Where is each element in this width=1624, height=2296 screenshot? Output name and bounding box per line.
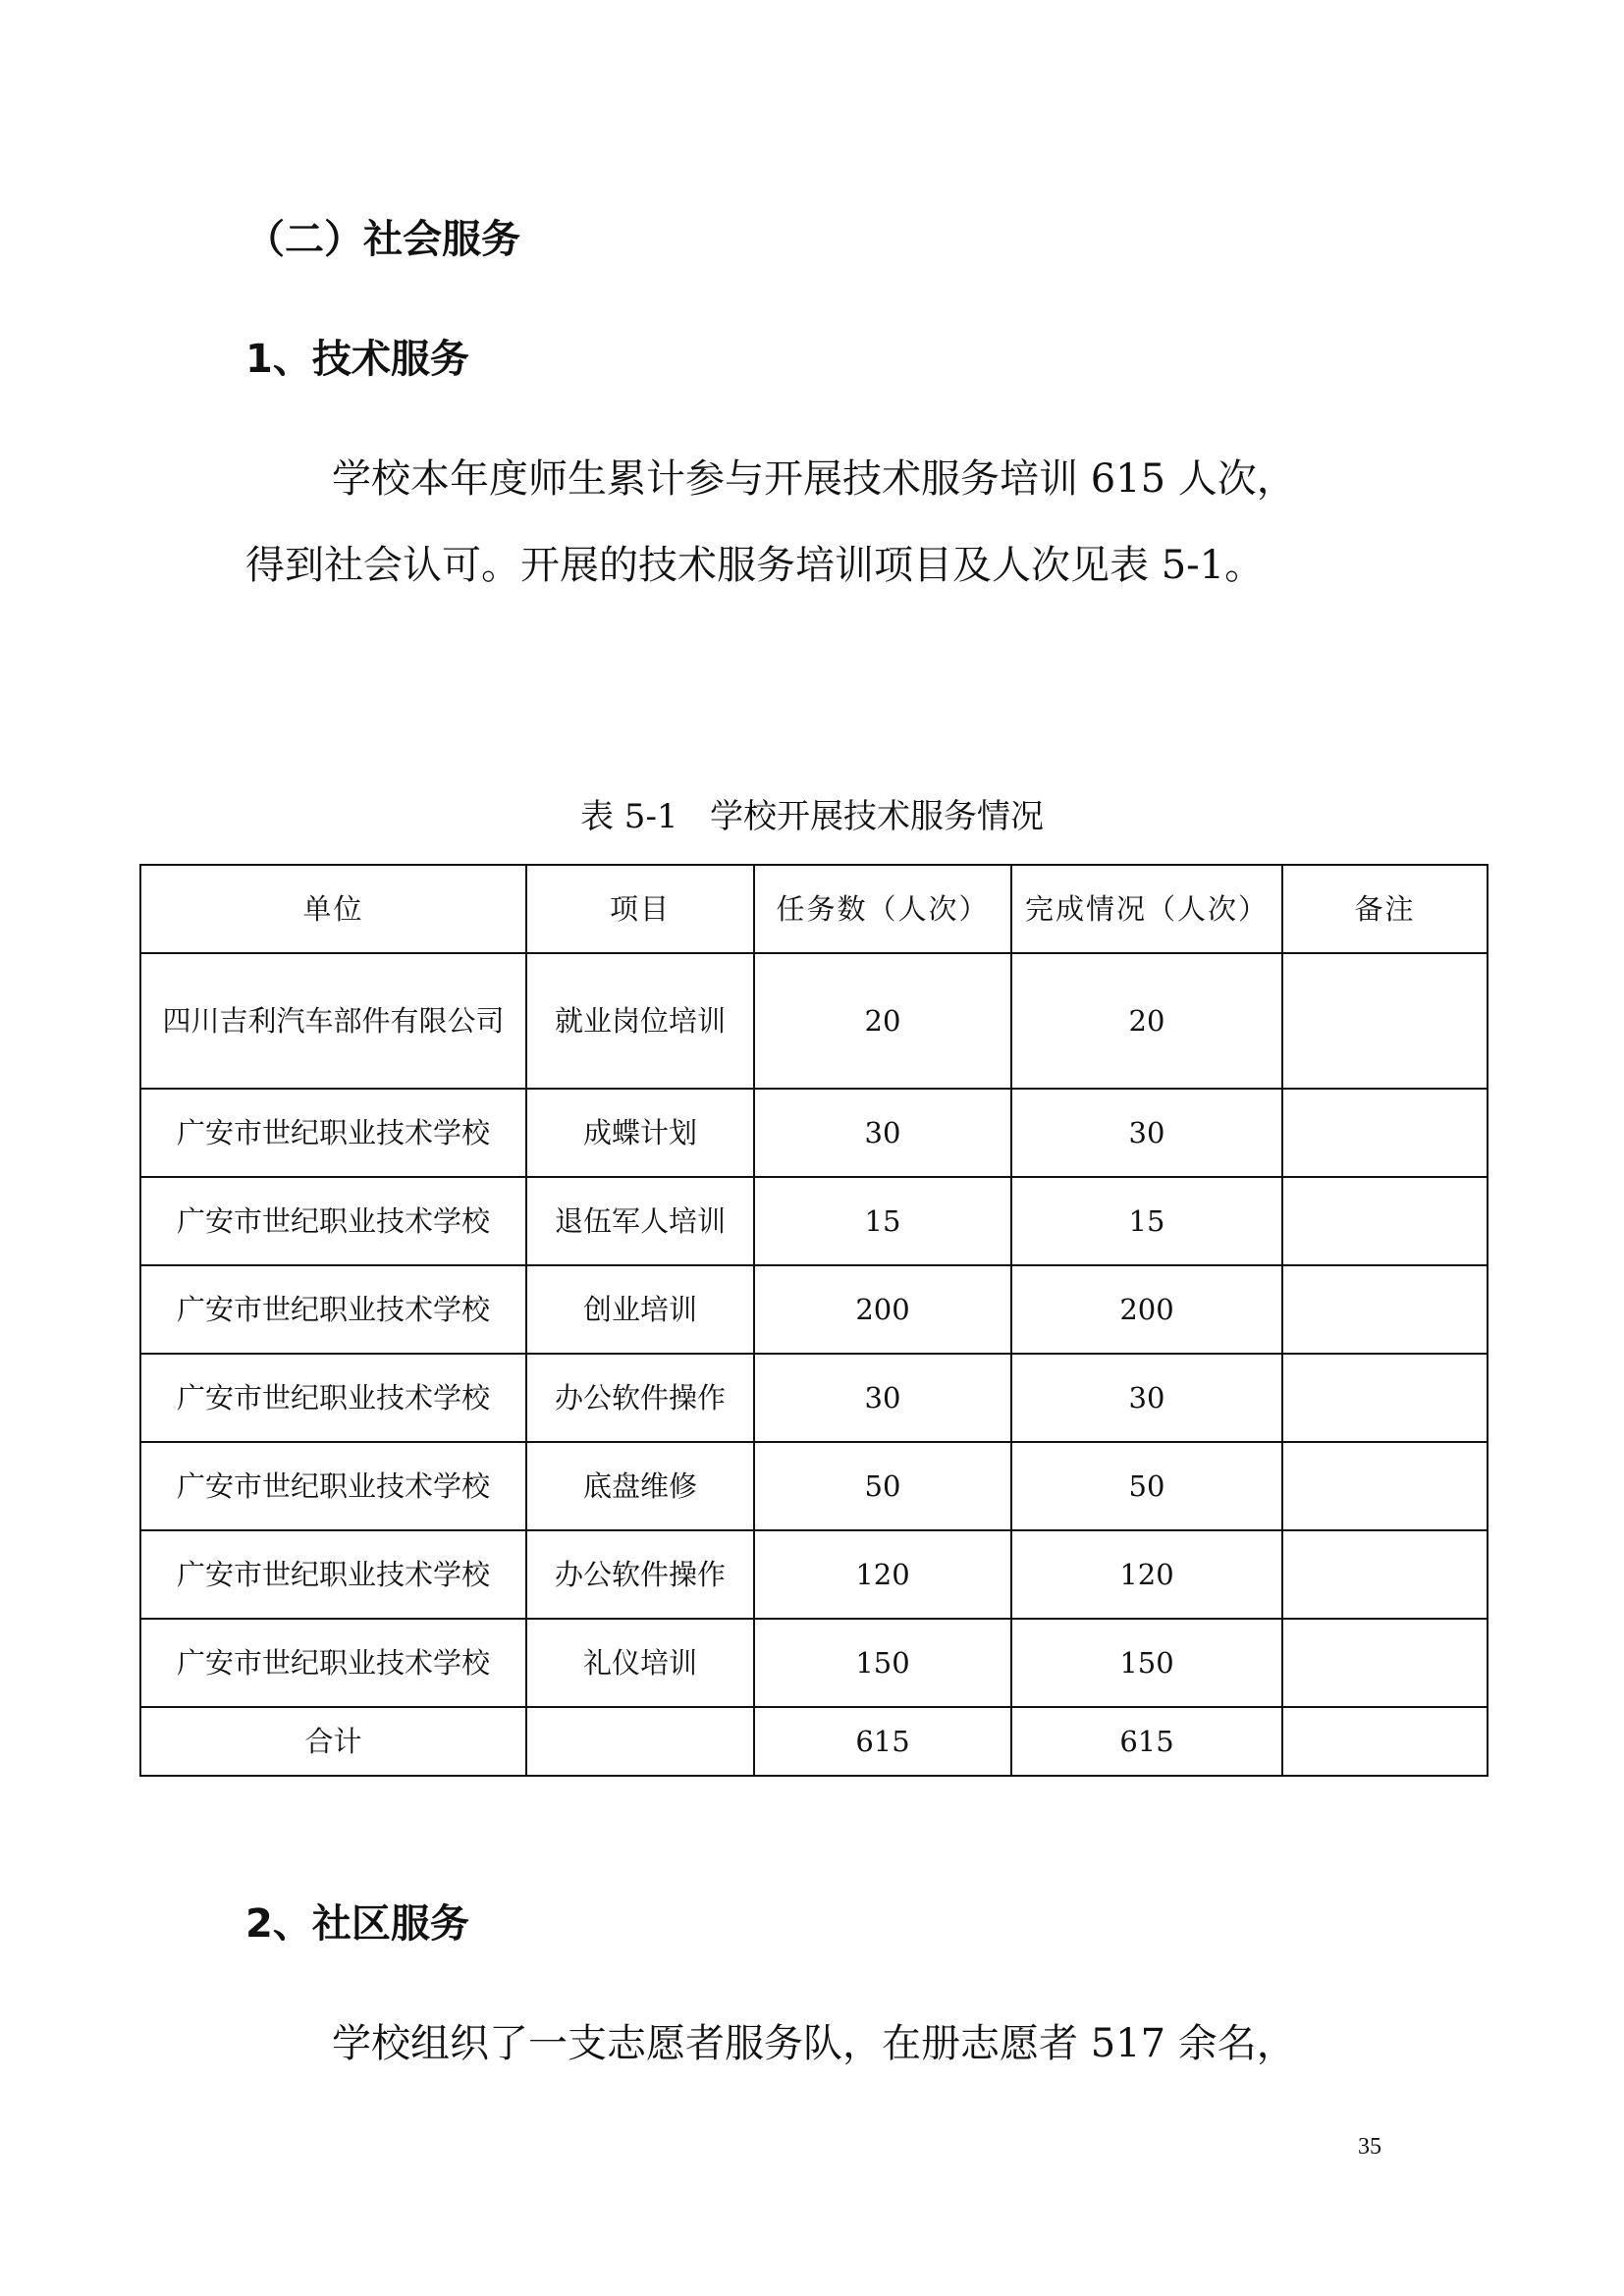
cell-completed: 20	[1011, 953, 1282, 1089]
total-label: 合计	[140, 1707, 526, 1776]
technical-service-table	[139, 864, 1489, 1777]
cell-note	[1282, 1619, 1488, 1707]
cell-project: 创业培训	[526, 1265, 754, 1354]
table-caption: 表 5-1 学校开展技术服务情况	[580, 797, 1044, 836]
paragraph-line: 得到社会认可。开展的技术服务培训项目及人次见表 5-1。	[245, 543, 1265, 588]
cell-note	[1282, 1354, 1488, 1442]
cell-unit: 广安市世纪职业技术学校	[140, 1530, 526, 1619]
table-total-row	[140, 1707, 1488, 1776]
cell-completed: 150	[1011, 1619, 1282, 1707]
section-heading: （二）社会服务	[245, 217, 520, 262]
cell-note	[1282, 1265, 1488, 1354]
cell-completed: 30	[1011, 1089, 1282, 1177]
cell-tasks: 150	[754, 1619, 1011, 1707]
table-row	[140, 953, 1488, 1089]
total-note	[1282, 1707, 1488, 1776]
cell-unit: 广安市世纪职业技术学校	[140, 1354, 526, 1442]
cell-tasks: 120	[754, 1530, 1011, 1619]
column-header-completed: 完成情况（人次）	[1011, 865, 1282, 953]
table-row	[140, 1265, 1488, 1354]
cell-note	[1282, 1530, 1488, 1619]
total-project	[526, 1707, 754, 1776]
table-row	[140, 1442, 1488, 1530]
cell-completed: 120	[1011, 1530, 1282, 1619]
column-header-unit: 单位	[140, 865, 526, 953]
table-row	[140, 1089, 1488, 1177]
cell-project: 就业岗位培训	[526, 953, 754, 1089]
cell-tasks: 200	[754, 1265, 1011, 1354]
column-header-tasks: 任务数（人次）	[754, 865, 1011, 953]
cell-project: 办公软件操作	[526, 1530, 754, 1619]
cell-note	[1282, 1177, 1488, 1265]
cell-project: 退伍军人培训	[526, 1177, 754, 1265]
cell-tasks: 20	[754, 953, 1011, 1089]
table-row	[140, 1354, 1488, 1442]
table-row	[140, 1530, 1488, 1619]
table-header-row	[140, 865, 1488, 953]
cell-tasks: 30	[754, 1089, 1011, 1177]
paragraph-line: 学校组织了一支志愿者服务队，在册志愿者 517 余名，	[332, 2021, 1296, 2066]
cell-unit: 广安市世纪职业技术学校	[140, 1089, 526, 1177]
subsection-heading-technical-service: 1、技术服务	[245, 337, 469, 382]
table-row	[140, 1177, 1488, 1265]
cell-project: 底盘维修	[526, 1442, 754, 1530]
cell-completed: 50	[1011, 1442, 1282, 1530]
cell-project: 成蝶计划	[526, 1089, 754, 1177]
cell-project: 办公软件操作	[526, 1354, 754, 1442]
subsection-heading-community-service: 2、社区服务	[245, 1901, 469, 1947]
cell-note	[1282, 1089, 1488, 1177]
cell-unit: 广安市世纪职业技术学校	[140, 1619, 526, 1707]
cell-note	[1282, 1442, 1488, 1530]
cell-note	[1282, 953, 1488, 1089]
cell-tasks: 30	[754, 1354, 1011, 1442]
cell-completed: 30	[1011, 1354, 1282, 1442]
total-completed: 615	[1011, 1707, 1282, 1776]
cell-tasks: 50	[754, 1442, 1011, 1530]
cell-tasks: 15	[754, 1177, 1011, 1265]
table-row	[140, 1619, 1488, 1707]
paragraph-line: 学校本年度师生累计参与开展技术服务培训 615 人次，	[332, 456, 1296, 502]
cell-completed: 15	[1011, 1177, 1282, 1265]
cell-unit: 广安市世纪职业技术学校	[140, 1177, 526, 1265]
cell-unit: 四川吉利汽车部件有限公司	[140, 953, 526, 1089]
column-header-note: 备注	[1282, 865, 1488, 953]
cell-unit: 广安市世纪职业技术学校	[140, 1442, 526, 1530]
cell-project: 礼仪培训	[526, 1619, 754, 1707]
column-header-project: 项目	[526, 865, 754, 953]
cell-unit: 广安市世纪职业技术学校	[140, 1265, 526, 1354]
cell-completed: 200	[1011, 1265, 1282, 1354]
page-number: 35	[1358, 2134, 1381, 2160]
total-tasks: 615	[754, 1707, 1011, 1776]
